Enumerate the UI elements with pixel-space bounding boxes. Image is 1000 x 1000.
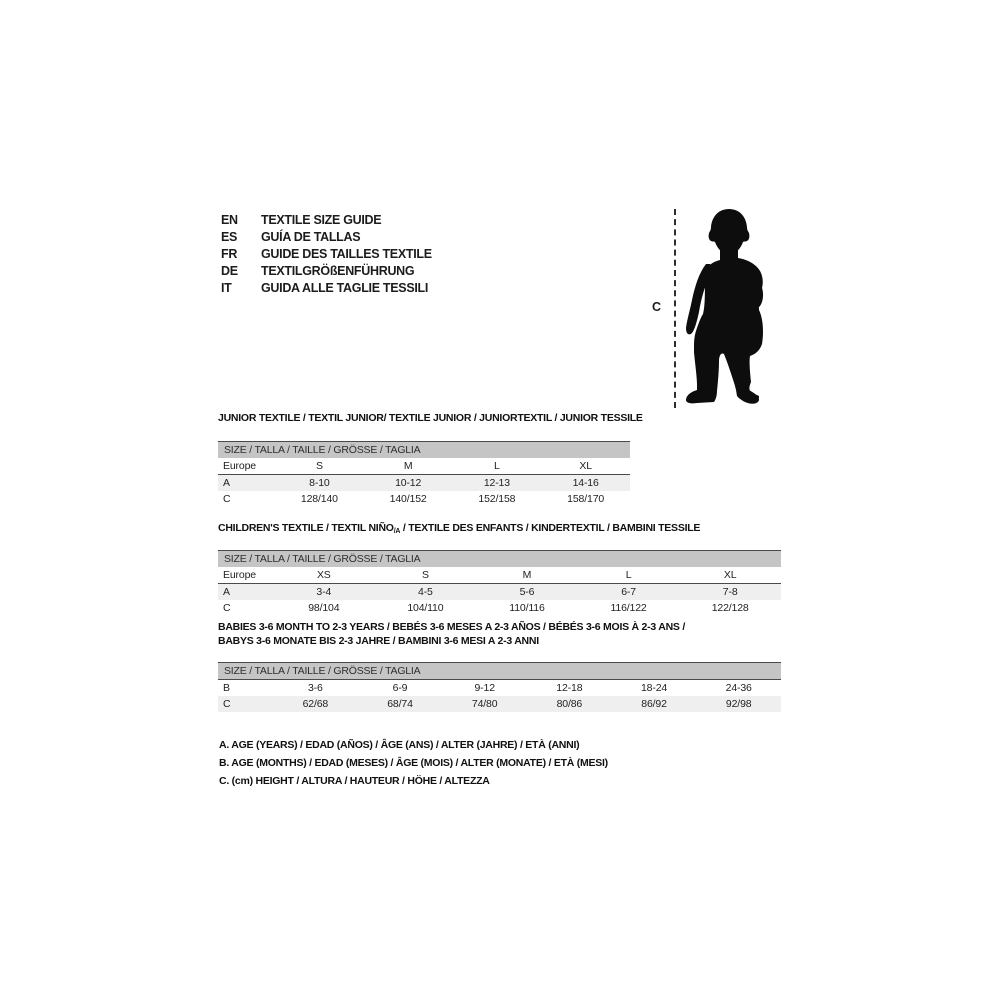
babies-textile-table (218, 620, 781, 712)
table-row (218, 680, 781, 696)
language-title-list (221, 211, 432, 296)
value-cell: 116/122 (610, 602, 647, 614)
value-cell: 158/170 (567, 493, 605, 505)
size-cell: XS (316, 569, 331, 581)
value-cell: 68/74 (387, 698, 413, 710)
row-label: C (223, 698, 231, 710)
title-text: CHILDREN'S TEXTILE / TEXTIL NIÑO (218, 522, 394, 534)
title-subscript: /A (393, 528, 401, 535)
height-measure-label: C (652, 300, 661, 314)
language-code: ES (221, 229, 238, 244)
legend-line-c: C. (cm) HEIGHT / ALTURA / HAUTEUR / HÖHE / ALTEZZA (219, 775, 490, 787)
row-label: A (223, 586, 230, 598)
language-title: TEXTILE SIZE GUIDE (261, 212, 382, 227)
row-label: C (223, 493, 231, 505)
language-row-fr (221, 245, 432, 262)
table-row (218, 458, 630, 475)
table-row (218, 584, 781, 600)
value-cell: 10-12 (395, 477, 422, 489)
language-row-en (221, 211, 432, 228)
title-text: / TEXTILE DES ENFANTS / KINDERTEXTIL / BAMBINI TESSILE (400, 522, 701, 534)
size-cell: XL (579, 460, 592, 472)
table-row (218, 475, 630, 491)
row-label: Europe (223, 460, 256, 472)
junior-textile-table (218, 411, 643, 507)
value-cell: 5-6 (519, 586, 535, 598)
value-cell: 122/128 (711, 602, 749, 614)
value-cell: 86/92 (641, 698, 667, 710)
babies-size-header-bar: SIZE / TALLA / TAILLE / GRÖSSE / TAGLIA (218, 662, 781, 680)
size-cell: L (494, 460, 500, 472)
value-cell: 8-10 (309, 477, 330, 489)
value-cell: 92/98 (725, 698, 752, 710)
value-cell: 7-8 (722, 586, 738, 598)
babies-table-title-line2: BABYS 3-6 MONATE BIS 2-3 JAHRE / BAMBINI 3-6 MESI A 2-3 ANNI (218, 635, 539, 647)
value-cell: 140/152 (389, 493, 427, 505)
size-cell: XL (723, 569, 737, 581)
row-label: C (223, 602, 231, 614)
language-code: EN (221, 212, 238, 227)
value-cell: 98/104 (308, 602, 340, 614)
value-cell: 4-5 (418, 586, 433, 598)
size-cell: M (403, 460, 413, 472)
value-cell: 80/86 (556, 698, 583, 710)
babies-table-title-line1: BABIES 3-6 MONTH TO 2-3 YEARS / BEBÉS 3-6 MESES A 2-3 AÑOS / BÉBÉS 3-6 MOIS À 2-3 ANS / (218, 621, 686, 633)
value-cell: 62/68 (302, 698, 329, 710)
language-title: TEXTILGRÖßENFÜHRUNG (261, 263, 415, 278)
legend-line-a: A. AGE (YEARS) / EDAD (AÑOS) / ÂGE (ANS) / ALTER (JAHRE) / ETÀ (ANNI) (219, 739, 580, 751)
legend-line-b: B. AGE (MONTHS) / EDAD (MESES) / ÂGE (MOIS) / ALTER (MONATE) / ETÀ (MESI) (219, 757, 608, 769)
value-cell: 6-7 (621, 586, 636, 598)
value-cell: 128/140 (300, 493, 338, 505)
junior-size-header-bar: SIZE / TALLA / TAILLE / GRÖSSE / TAGLIA (218, 441, 630, 458)
height-measure-dashed-line (674, 209, 676, 408)
value-cell: 18-24 (640, 682, 668, 694)
language-code: IT (221, 280, 232, 295)
value-cell: 3-4 (316, 586, 332, 598)
row-label: B (223, 682, 230, 694)
size-cell: M (522, 569, 532, 581)
table-row (218, 600, 781, 616)
value-cell: 24-36 (725, 682, 752, 694)
value-cell: 152/158 (478, 493, 516, 505)
language-code: DE (221, 263, 238, 278)
value-cell: 6-9 (392, 682, 408, 694)
junior-table-title: JUNIOR TEXTILE / TEXTIL JUNIOR/ TEXTILE JUNIOR / JUNIORTEXTIL / JUNIOR TESSILE (218, 412, 643, 424)
language-title: GUIDA ALLE TAGLIE TESSILI (261, 280, 429, 295)
size-cell: S (315, 460, 323, 472)
row-label: A (223, 477, 230, 489)
language-code: FR (221, 246, 238, 261)
language-row-es (221, 228, 432, 245)
table-row (218, 567, 781, 584)
value-cell: 104/110 (407, 602, 444, 614)
value-cell: 74/80 (471, 698, 498, 710)
legend (219, 736, 608, 790)
language-row-it (221, 279, 432, 296)
value-cell: 14-16 (572, 477, 599, 489)
language-title: GUÍA DE TALLAS (261, 229, 361, 244)
value-cell: 12-13 (483, 477, 510, 489)
language-row-de (221, 262, 432, 279)
childrens-table-title (218, 521, 781, 539)
value-cell: 110/116 (509, 602, 545, 614)
row-label: Europe (223, 569, 256, 581)
toddler-silhouette-icon (684, 206, 776, 409)
table-row (218, 491, 630, 507)
value-cell: 9-12 (474, 682, 495, 694)
childrens-size-header-bar: SIZE / TALLA / TAILLE / GRÖSSE / TAGLIA (218, 550, 781, 567)
table-row (218, 696, 781, 712)
value-cell: 3-6 (307, 682, 323, 694)
size-cell: S (421, 569, 429, 581)
language-title: GUIDE DES TAILLES TEXTILE (261, 246, 432, 261)
childrens-textile-table (218, 521, 781, 616)
size-cell: L (625, 569, 632, 581)
value-cell: 12-18 (556, 682, 583, 694)
